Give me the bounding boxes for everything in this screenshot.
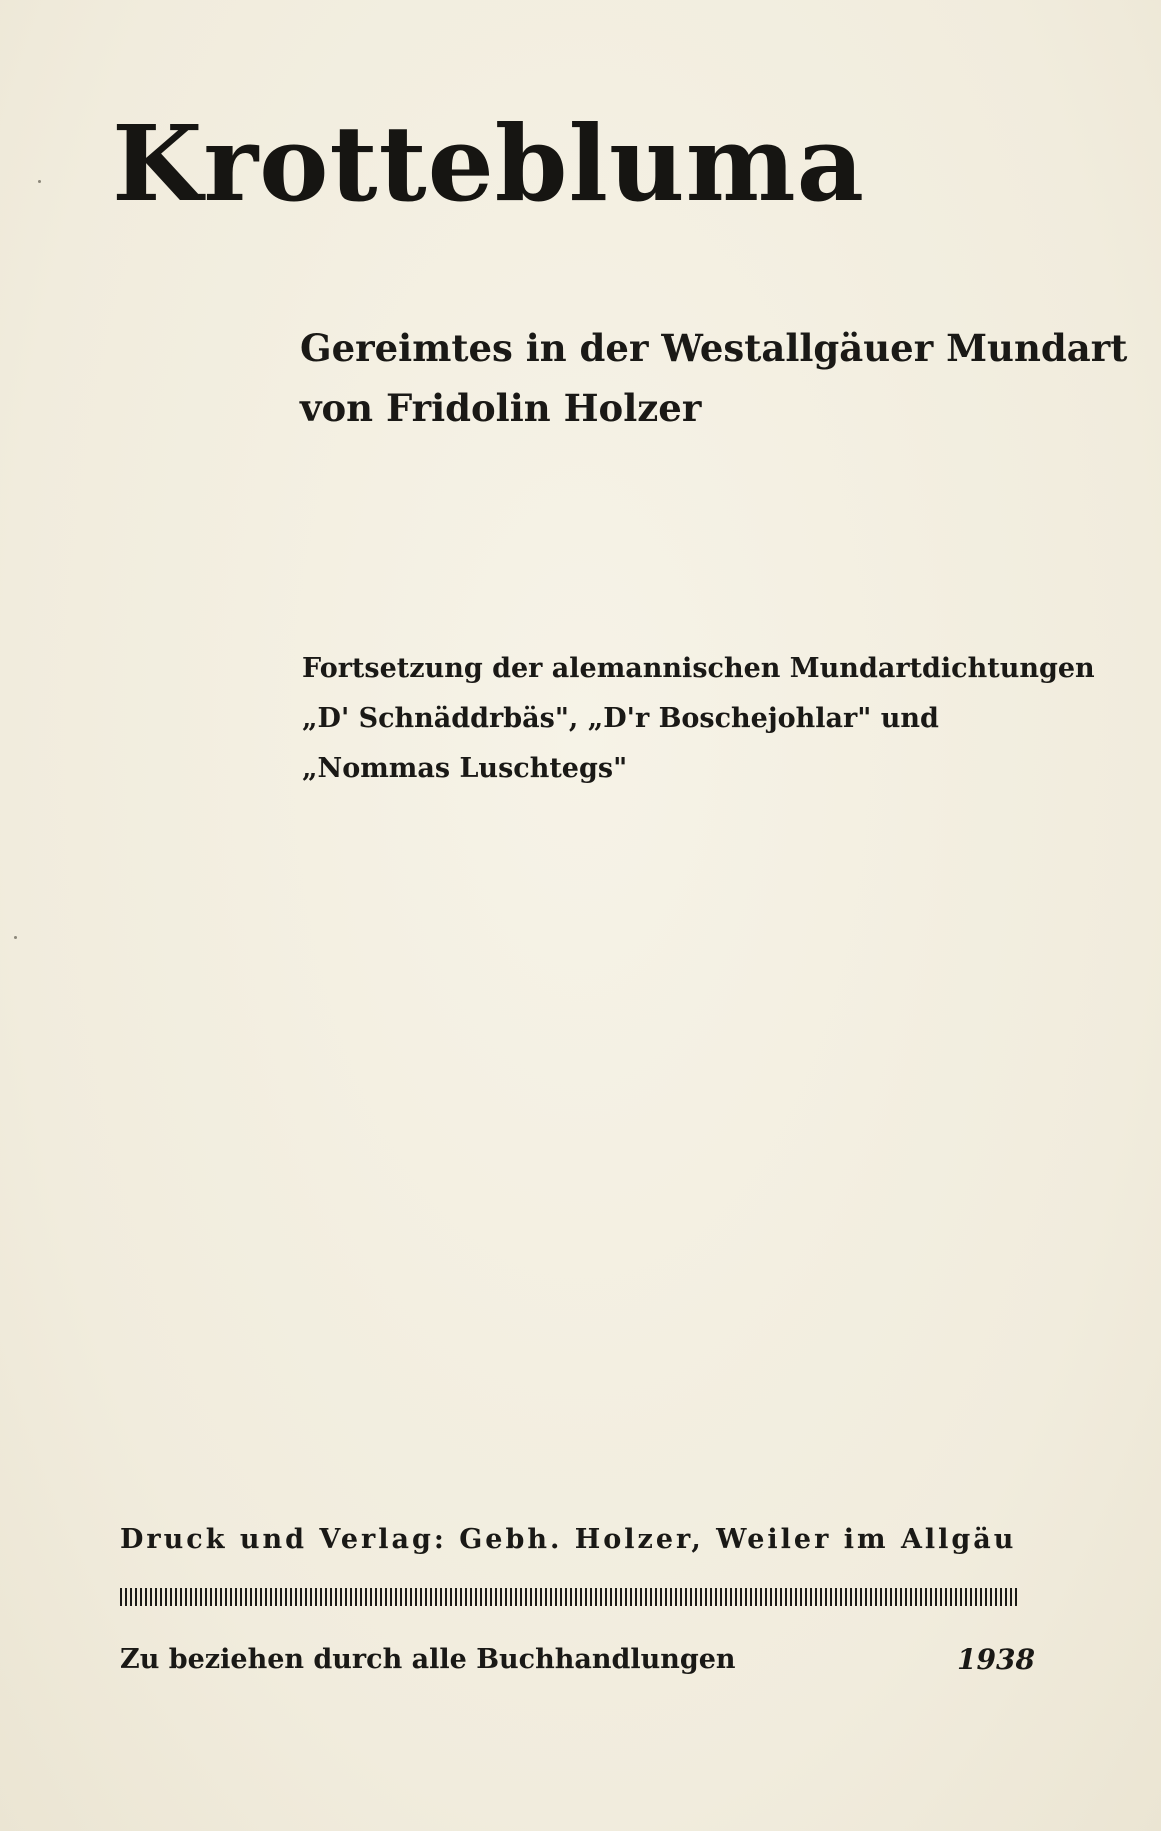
continuation-line: „Nommas Luschtegs" (302, 753, 628, 784)
paper-speck (14, 936, 17, 939)
subtitle-line: Gereimtes in der Westallgäuer Mundart (300, 326, 1128, 370)
paper-speck (38, 180, 41, 183)
continuation-line: Fortsetzung der alemannischen Mundartdichtungen (302, 653, 1095, 684)
author-line: von Fridolin Holzer (300, 386, 702, 430)
decorative-rule (120, 1588, 1020, 1606)
continuation-note (302, 655, 1095, 782)
book-title: Krottebluma (112, 102, 866, 225)
availability-note: Zu beziehen durch alle Buchhandlungen (120, 1644, 736, 1675)
subtitle-block (300, 326, 1128, 430)
publisher-imprint: Druck und Verlag: Gebh. Holzer, Weiler im Allgäu (120, 1524, 1017, 1555)
continuation-line: „D' Schnäddrbäs", „D'r Boschejohlar" und (302, 703, 939, 734)
publication-year: 1938 (957, 1643, 1035, 1676)
